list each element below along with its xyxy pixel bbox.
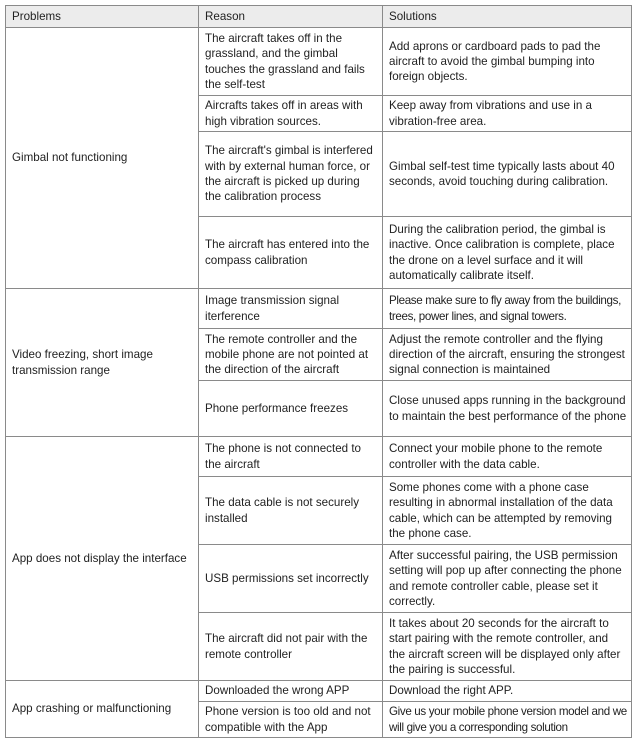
reason-cell: Phone performance freezes: [199, 381, 383, 437]
solution-cell: It takes about 20 seconds for the aircraft to start pairing with the remote controller, and the aircraft screen will be displayed only after the pairing is successful.: [383, 613, 632, 681]
reason-cell: The aircraft's gimbal is interfered with by external human force, or the aircraft is picked up during the calibration process: [199, 132, 383, 217]
reason-cell: Image transmission signal iterference: [199, 289, 383, 329]
reason-cell: The phone is not connected to the aircraft: [199, 437, 383, 477]
header-problems: Problems: [6, 6, 199, 28]
reason-cell: USB permissions set incorrectly: [199, 545, 383, 613]
table-row: [6, 28, 632, 96]
solution-cell: After successful pairing, the USB permission setting will pop up after connecting the phone and remote controller cable, please set it correctly.: [383, 545, 632, 613]
solution-cell: During the calibration period, the gimbal is inactive. Once calibration is complete, place the drone on a level surface and it will automatically calibrate itself.: [383, 217, 632, 289]
problem-cell: App crashing or malfunctioning: [6, 681, 199, 738]
solution-cell: Close unused apps running in the background to maintain the best performance of the phone: [383, 381, 632, 437]
reason-cell: The remote controller and the mobile phone are not pointed at the direction of the aircraft: [199, 329, 383, 381]
problem-cell: Gimbal not functioning: [6, 28, 199, 289]
solution-cell: Please make sure to fly away from the buildings, trees, power lines, and signal towers.: [383, 289, 632, 329]
header-solutions: Solutions: [383, 6, 632, 28]
reason-cell: Phone version is too old and not compatible with the App: [199, 702, 383, 738]
reason-cell: The aircraft takes off in the grassland, and the gimbal touches the grassland and fails the self-test: [199, 28, 383, 96]
header-reason: Reason: [199, 6, 383, 28]
solution-cell: Keep away from vibrations and use in a vibration-free area.: [383, 96, 632, 132]
problem-cell: Video freezing, short image transmission range: [6, 289, 199, 437]
troubleshooting-table: [5, 5, 632, 738]
reason-cell: The aircraft did not pair with the remote controller: [199, 613, 383, 681]
solution-cell: Connect your mobile phone to the remote controller with the data cable.: [383, 437, 632, 477]
solution-cell: Give us your mobile phone version model and we will give you a corresponding solution: [383, 702, 632, 738]
reason-cell: Downloaded the wrong APP: [199, 681, 383, 702]
table-row: [6, 681, 632, 702]
problem-cell: App does not display the interface: [6, 437, 199, 681]
solution-cell: Adjust the remote controller and the flying direction of the aircraft, ensuring the strongest signal connection is maintained: [383, 329, 632, 381]
solution-cell: Some phones come with a phone case resulting in abnormal installation of the data cable, which can be attempted by removing the phone case.: [383, 477, 632, 545]
solution-cell: Add aprons or cardboard pads to pad the aircraft to avoid the gimbal bumping into foreign objects.: [383, 28, 632, 96]
solution-cell: Gimbal self-test time typically lasts about 40 seconds, avoid touching during calibration.: [383, 132, 632, 217]
reason-cell: The data cable is not securely installed: [199, 477, 383, 545]
table-row: [6, 289, 632, 329]
table-row: [6, 437, 632, 477]
solution-cell: Download the right APP.: [383, 681, 632, 702]
reason-cell: The aircraft has entered into the compass calibration: [199, 217, 383, 289]
reason-cell: Aircrafts takes off in areas with high vibration sources.: [199, 96, 383, 132]
header-row: [6, 6, 632, 28]
